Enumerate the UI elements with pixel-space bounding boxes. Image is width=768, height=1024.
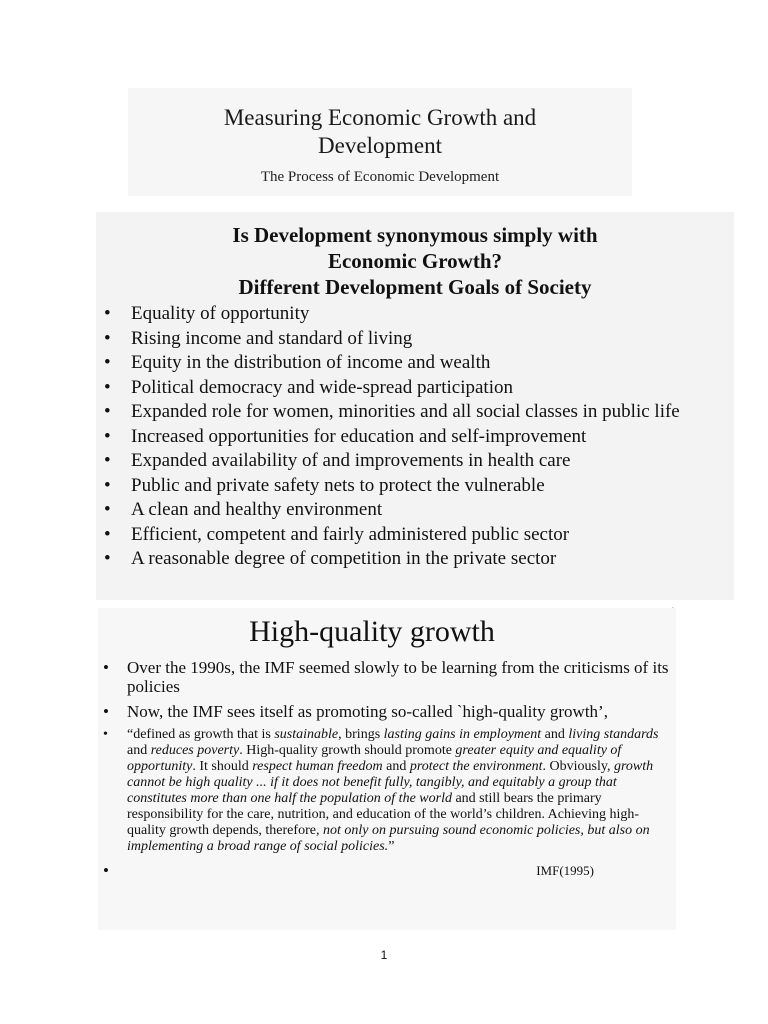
- quote-run: ”: [388, 839, 395, 854]
- quote-run: and still bears the primary responsibility for the care, nutrition, and education of the world’s children. Achieving high-quality growth depends, therefore,: [127, 791, 640, 838]
- quote-emphasis: respect human freedom: [252, 759, 383, 774]
- quote-emphasis: reduces poverty: [150, 743, 240, 758]
- attribution-item: [103, 861, 676, 879]
- hq-item-text: Over the 1990s, the IMF seemed slowly to be learning from the criticisms of its policies: [127, 658, 669, 696]
- goal-text: Rising income and standard of living: [131, 327, 413, 349]
- goal-text: Political democracy and wide-spread participation: [131, 376, 513, 398]
- bullet-icon: •: [103, 702, 109, 721]
- imf-quote: [103, 727, 676, 855]
- heading-line-1: Is Development synonymous simply with: [232, 223, 598, 247]
- bullet-icon: •: [104, 327, 111, 349]
- high-quality-growth-slide: [98, 608, 676, 930]
- quote-run: and: [382, 759, 410, 774]
- goal-text: Increased opportunities for education and self-improvement: [131, 425, 587, 447]
- quote-run: . High-quality growth should promote: [239, 743, 456, 758]
- heading-line-2: Economic Growth?: [327, 249, 503, 273]
- bullet-icon: •: [103, 861, 109, 880]
- goal-item: [104, 378, 734, 398]
- slide-subtitle: The Process of Economic Development: [260, 169, 500, 185]
- quote-run: and: [541, 727, 569, 742]
- goal-item: [104, 402, 734, 422]
- quote-emphasis: growth cannot be high quality ... if it does not benefit fully, tangibly, and equitably a group that constitutes more than one half the population of the world: [127, 759, 654, 806]
- goal-text: Equality of opportunity: [131, 303, 310, 324]
- goal-item: [104, 353, 734, 373]
- goal-text: A clean and healthy environment: [131, 499, 383, 520]
- attribution: IMF(1995): [536, 863, 594, 878]
- bullet-icon: •: [104, 499, 111, 520]
- bullet-icon: •: [104, 474, 111, 496]
- quote-text: [127, 727, 658, 854]
- goal-text: Public and private safety nets to protect the vulnerable: [131, 474, 545, 496]
- quote-emphasis: greater equity and equality of opportunity: [127, 743, 622, 774]
- slide-title: [128, 104, 632, 160]
- quote-emphasis: sustainable: [274, 727, 339, 742]
- goal-item: [104, 476, 734, 496]
- goal-item: [104, 329, 734, 349]
- development-goals-slide: [96, 212, 734, 600]
- bullet-icon: •: [104, 523, 111, 545]
- quote-emphasis: protect the environment: [409, 759, 543, 774]
- bullet-icon: •: [104, 450, 111, 471]
- goals-list: [96, 304, 734, 569]
- goal-item: [104, 549, 734, 569]
- quote-emphasis: living standards: [568, 727, 659, 742]
- quote-run: , brings: [338, 727, 384, 742]
- bullet-icon: •: [104, 401, 111, 422]
- goal-text: Equity in the distribution of income and wealth: [131, 352, 491, 373]
- hq-item: [103, 702, 676, 721]
- slide-title-block: [128, 88, 632, 196]
- quote-run: and: [127, 743, 151, 758]
- hq-title: High-quality growth: [249, 615, 495, 648]
- quote-emphasis: lasting gains in employment: [383, 727, 542, 742]
- hq-item-text: Now, the IMF sees itself as promoting so-called `high-quality growth’,: [127, 702, 608, 721]
- heading-line-3: Different Development Goals of Society: [238, 275, 592, 299]
- goal-text: Efficient, competent and fairly administered public sector: [131, 523, 570, 545]
- title-line-1: Measuring Economic Growth and: [223, 105, 537, 130]
- bullet-icon: •: [103, 658, 109, 677]
- bullet-icon: •: [104, 548, 111, 569]
- goal-text: A reasonable degree of competition in the private sector: [131, 548, 557, 569]
- quote-emphasis: not only on pursuing sound economic policies, but also on implementing a broad range of social policies.: [127, 823, 650, 854]
- quote-run: . Obviously,: [542, 759, 614, 774]
- title-line-2: Development: [318, 133, 442, 158]
- goal-item: [104, 427, 734, 447]
- goal-text: Expanded role for women, minorities and all social classes in public life: [131, 401, 680, 422]
- goal-text: Expanded availability of and improvements in health care: [131, 450, 571, 471]
- goal-item: [104, 304, 734, 324]
- bullet-icon: •: [104, 303, 111, 324]
- hq-list: [98, 658, 676, 879]
- bullet-icon: •: [104, 352, 111, 373]
- bullet-icon: •: [104, 425, 111, 447]
- goal-item: [104, 451, 734, 471]
- quote-run: . It should: [192, 759, 253, 774]
- bullet-icon: •: [104, 376, 111, 398]
- goal-item: [104, 500, 734, 520]
- page-number: 1: [380, 948, 388, 962]
- bullet-icon: •: [103, 727, 108, 742]
- hq-item: [103, 658, 676, 696]
- quote-run: “defined as growth that is: [127, 727, 275, 742]
- goal-item: [104, 525, 734, 545]
- goals-heading: [96, 222, 734, 300]
